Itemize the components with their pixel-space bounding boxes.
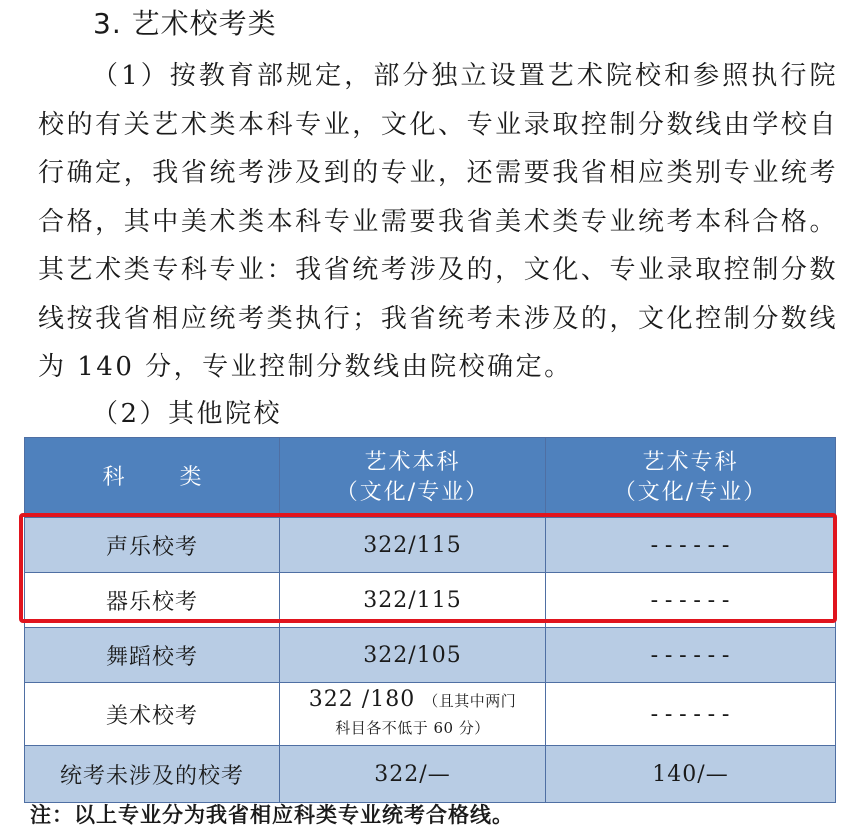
row-college-score: ------ bbox=[546, 628, 836, 683]
row-college-score: ------ bbox=[546, 683, 836, 746]
row-category: 美术校考 bbox=[25, 683, 280, 746]
row-category: 统考未涉及的校考 bbox=[25, 746, 280, 803]
row-college-score: ------ bbox=[546, 573, 836, 628]
header-art-bachelor-title: 艺术本科 bbox=[364, 449, 461, 475]
row-bachelor-score: 322/— bbox=[280, 746, 546, 803]
header-art-college bbox=[546, 438, 836, 518]
row-category: 舞蹈校考 bbox=[25, 628, 280, 683]
header-category: 科 类 bbox=[25, 438, 280, 518]
footnote: 注：以上专业分为我省相应科类专业统考合格线。 bbox=[30, 803, 514, 827]
section-heading: 3. 艺术校考类 bbox=[93, 7, 277, 40]
row-college-score: ------ bbox=[546, 518, 836, 573]
row-bachelor-note: （且其中两门 bbox=[423, 692, 517, 710]
rules-paragraph: （1）按教育部规定，部分独立设置艺术院校和参照执行院校的有关艺术类本科专业，文化、专业录取控制分数线由学校自行确定，我省统考涉及到的专业，还需要我省相应类别专业统考合格，其中美术类本科专业需要我省美术类专业统考本科合格。其艺术类专科专业：我省统考涉及的，文化、专业录取控制分数线按我省相应统考类执行；我省统考未涉及的，文化控制分数线为 140 分，专业控制分数线由院校确定。 bbox=[38, 61, 838, 382]
row-bachelor-note-cont: 科目各不低于 60 分） bbox=[335, 719, 490, 737]
row-bachelor-score: 322/105 bbox=[280, 628, 546, 683]
sub-heading-other-schools: （2）其他院校 bbox=[92, 399, 283, 429]
highlight-box bbox=[19, 513, 837, 623]
table-header-row bbox=[25, 438, 836, 518]
header-art-college-sub: （文化/专业） bbox=[613, 479, 768, 505]
header-art-bachelor bbox=[280, 438, 546, 518]
row-bachelor-score: 322/115 bbox=[280, 573, 546, 628]
header-art-bachelor-sub: （文化/专业） bbox=[335, 479, 490, 505]
row-category: 器乐校考 bbox=[25, 573, 280, 628]
row-category: 声乐校考 bbox=[25, 518, 280, 573]
row-college-score: 140/— bbox=[546, 746, 836, 803]
table-row bbox=[25, 628, 836, 683]
row-bachelor-score-cell bbox=[280, 683, 546, 746]
table-row bbox=[25, 683, 836, 746]
row-bachelor-score: 322/115 bbox=[280, 518, 546, 573]
row-bachelor-score: 322 /180 bbox=[308, 687, 416, 712]
header-art-college-title: 艺术专科 bbox=[642, 449, 739, 475]
table-row bbox=[25, 746, 836, 803]
